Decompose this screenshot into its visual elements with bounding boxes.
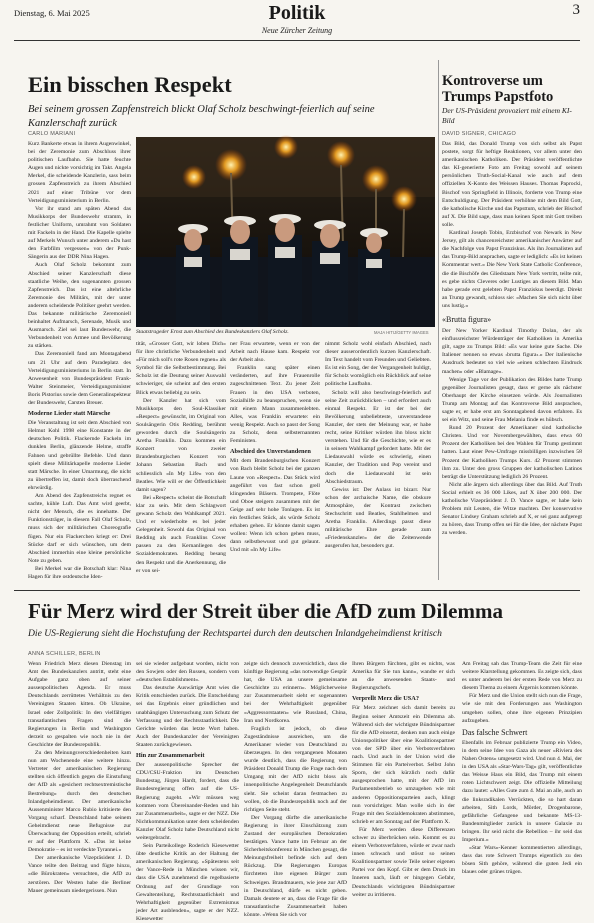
second-headline: Für Merz wird der Streit über die AfD zum Dilemma — [28, 599, 503, 623]
paragraph: Ihren Bürgern fürchten, gibt es nichts, was Amerika für Sie tun kann», wandte er sich an die anwesenden Staats- und Regierungschefs. — [352, 661, 455, 692]
lead-col1-text — [28, 140, 131, 407]
second-col2-text — [136, 660, 239, 749]
section-title: Politik — [268, 2, 326, 24]
second-column-2 — [136, 660, 239, 922]
paragraph: Scholz will also beschwingt-feierlich auf seine Zeit zurückblicken – und erfordert auch einmal Respekt. Er ist der bei der Bevölkerung unbeliebteste, unverstandene Kanzler, der stets der Meinung war, er habe recht, seine Kritiker würden ihn bloss nicht verstehen. Und für die Geschichte, wie er es in seinem Wahlkampf gefordert hatte. Mit der Liedauswahl würde es schwierig, einen Kanzler, der Tradition und Pop vereint und doch die Liedauswahl ist sein Abschiedstraum. — [325, 389, 431, 485]
page-number: 3 — [572, 2, 580, 18]
paragraph: Der amerikanische Vizepräsident J. D. Vance teilte den Beitrag und fügte hinzu, «die Bürokraten» versuchten, die AfD zu zerstören. Der Westen habe die Berliner Mauer gemeinsam niedergerissen. Nun — [28, 855, 131, 894]
sidebar-author: DAVID SIGNER, CHICAGO — [442, 131, 517, 137]
paragraph: Franklin sang später einen veränderten, auf ihre Frauenrolle zugeschnittenen Text. Zu jener Zeit Frauen in den USA verboten, Sozialhilfe zu beanspruchen, wenn sie mit einem Mann zusammenlebten. Alles, was Franklin erwartete: ein wenig Respekt. Auch so passt der Song zu Scholz, denn selbsternannten Feministen. — [230, 365, 320, 445]
sidebar-subline: Der US-Präsident provoziert mit einem KI-Bild — [442, 106, 572, 125]
lead-headline: Ein bisschen Respekt — [28, 72, 232, 97]
second-col5-text — [462, 660, 582, 725]
sidebar-text-2 — [442, 327, 582, 537]
paragraph: Am Abend des Zapfenstreichs regnet es sachte, kühle Luft. Das Amt wird geerbt, nicht der Mensch, die es innehatte. Der Funktionsträger, in diesem Fall Olaf Scholz, muss sich der militärischen Choreografie fügen. Nur ein Flackerchen kriegt er: Drei Stücke darf er sich wünschen, um dem Abschied immerhin eine kleine persönliche Note zu geben. — [28, 493, 131, 564]
second-column-1 — [28, 660, 131, 894]
second-author: ANNA SCHILLER, BERLIN — [28, 651, 101, 657]
lead-col3-subheading: Abschied des Unverstandenen — [230, 448, 311, 456]
second-article-rule — [14, 590, 580, 591]
paragraph: Für Merz und die Union stellt sich nun die Frage, wie sie mit den Forderungen aus Washington umgehen sollen, ohne ihre eigenen Prinzipien aufzugeben. — [462, 693, 582, 724]
paragraph: Nicht alle ärgern sich allerdings über das Bild. Auf Truth Social erhielt es 36 000 Likes, auf X über 200 000. Der katholische Vizepräsident J. D. Vance sagte, er habe kein Problem mit Leuten, die Witze machten. Der konservative Senator Lindsey Graham schrieb auf X, er sei ganz aufgeregt zu hören, dass Trump offen sei für die Idee, der nächste Papst zu werden. — [442, 481, 582, 537]
lead-column-2 — [136, 340, 226, 580]
lead-col4-text — [325, 340, 431, 550]
paragraph: Für Merz werden diese Differenzen schwer zu überbrücken sein. Kommt es zu einem Verbotsverfahren, würde er zwar nach innen schwach und stösst so seinen Koalitionspartner sowie Teile seiner eigenen Partei vor den Kopf. Gibt er dem Druck im Inneren nach, läuft er hingegen Gefahr, Deutschlands wichtigsten Bündnispartner weiter zu irritieren. — [352, 826, 455, 898]
paragraph: Das deutsche Auswärtige Amt wies die Kritik entschieden zurück. Die Entscheidung sei das Ergebnis einer gründlichen und unabhängigen Untersuchung zum Schutz der Verfassung und der Rechtsstaatlichkeit. Die Gerichte würden das letzte Wort haben. Auch der Bundeskanzler der Vereinigten Staaten zurückgewiesen. — [136, 685, 239, 748]
lead-photo — [136, 137, 435, 327]
sidebar-subheading: «Brutta figura» — [442, 314, 492, 324]
paragraph: Der Kanzler hat sich vom Musikkorps den Soul-Klassiker «Respect» gewünscht, im Original von Soulsängerin Otis Redding, berühmt geworden durch die Soulsängerin Aretha Franklin. Dazu kommen ein Konzert von zweier Brandenburgischen Konzert von Johann Sebastian Bach und schliesslich «In My Life» von den Beatles. Wie will er der Öffentlichkeit damit sagen? — [136, 397, 226, 493]
paragraph: Kurz Bankerte etwas in ihrem Augenwinkel, bei der Zeremonie zum Abschluss ihrer politischen Laufbahn. Sie hatte feuchte Augen und nickte vorsichtig im Takt. Angela Merkel, die scheidende Kanzlerin, sass beim grossen Zapfenstreich zu ihrem Abschied 2021 auf einer Tribüne vor dem Verteidigungsministerium in Berlin. — [28, 141, 131, 204]
second-column-5 — [462, 660, 582, 876]
second-col1-text — [28, 660, 131, 895]
sidebar-headline: Kontroverse um Trumps Papstfoto — [442, 73, 554, 105]
sidebar-rule — [438, 60, 439, 580]
paragraph: Am Freitag sah das Trump-Team die Zeit für eine weitere Klarstellung gekommen. Es zeigte sich, dass es unter anderem bei der ersten Rede von Merz zu diesem Thema zu einem Ärgernis kommen könnte. — [462, 661, 582, 692]
lead-column-3 — [230, 340, 320, 580]
paragraph: zeigte sich dennoch zuversichtlich, dass die künftige Regierung «das notwendige Gespür hat, die USA an unsere gemeinsame Geschichte zu erinnern». Möglicherweise zur Zusammenarbeit sieht er sogenannten bei der Wehrhaftigkeit gegenüber «Aggressorstaaten» wie Russland, China, Iran und Nordkorea. — [244, 661, 347, 724]
sidebar-text — [442, 140, 582, 310]
header-rule — [14, 40, 580, 41]
lead-column-4 — [325, 340, 431, 580]
lead-column-1 — [28, 140, 131, 580]
paragraph: Sein Parteikollege Roderich Kiesewetter übte deutliche Kritik an der Haltung der amerikanischen Regierung. «Spätestens seit der Vance-Rede in München wissen wir, dass die USA zunehmend die regelbasierte Ordnung auf der Grundlage von Gewaltenteilung, Rechtsstaatlichkeit und Wehrhaftigkeit gegenüber Extremismus jeder Art ausblenden», sagte er der NZZ. Kiesewetter — [136, 843, 239, 922]
paragraph: Vor ihr stand am späten Abend das Musikkorps der Bundeswehr stramm, in festlicher Uniform, umrahmt von Soldaten mit Fackeln in der Hand. Die Kapelle spielte auf Merkels Wunsch unter anderem «Du hast den Farbfilm vergessen» von der Punk-Sängerin aus der DDR Nina Hagen. — [28, 205, 131, 261]
paragraph: Das Zeremoniell fand am Montagabend um 21 Uhr auf dem Paradeplatz des Verteidigungsministeriums in Berlin statt. In Anwesenheit von Bundespräsident Frank-Walter Steinmeier, Verteidigungsminister Boris Pistorius sowie dem Generalinspekteur der Bundeswehr, Carsten Breuer. — [28, 351, 131, 406]
lead-author: CARLO MARIANI — [28, 131, 76, 137]
soldiers-with-torches-image — [136, 137, 435, 327]
second-col4b-text — [352, 704, 455, 898]
paragraph: tität, «Grosser Gott, wir loben Dich» für ihre christliche Verbundenheit und «Für mich soll's rote Rosen regnen» als Symbol für die Selbstbestimmung. Bei Scholz ist die Deutung seiner Auswahl schwieriger, sie scheint auf den ersten Blick etwas beliebig zu sein. — [136, 341, 226, 396]
paragraph: Der New Yorker Kardinal Timothy Dolan, der als einflussreichster Würdenträger der Katholiken in Amerika gilt, sagte zu Trumps Bild: «Es war keine gute Sache. Die Italiener nennen so etwas ‹brutta figura›.» Der italienische Ausdruck bedeutet so viel wie «einen schlechten Eindruck machen» oder «Blamage». — [442, 328, 582, 375]
paragraph: Für Merz zeichnet sich damit bereits zu Beginn seiner Amtszeit ein Dilemma ab. Während sich der wichtigste Bündnispartner für die AfD einsetzt, denken nun auch einige Unionspolitiker über eine Koalitionspartner von der SPD über ein Verbotsverfahren nach. Und auch in der Union wird die Stimmen für ein Parteiverbot. Selbst John Sporn, der sich kürzlich noch dafür ausgesprochen hatte, mit der AfD im Parlamentsbetrieb so umzugehen wie mit anderen Oppositionsparteien auch, klingt nun vorsichtiger. Man wolle sich in der Frage mit den Sozialdemokraten abstimmen, schrieb er am Sonntag auf der Plattform X. — [352, 705, 455, 825]
lead-photo-caption: Staatstrageder Ernst zum Abschied des Bundeskanzlers Olaf Scholz. — [136, 329, 289, 335]
paragraph: sei sie wieder aufgebaut worden, nicht von den Sowjets oder den Russen, sondern vom «deutschen Establishment». — [136, 661, 239, 684]
second-col2b-text — [136, 761, 239, 923]
paragraph: Auch Olaf Scholz bekommt zum Abschied seiner Kanzlerschaft diese staatliche Weihe, den sogenannten grossen Zapfenstreich. Das ist eine altehrliche Zeremonie des Militärs, mit der unter anderem scheidende Politiker geehrt werden. Das bekannte militärische Zeremoniell beinhaltet Aufmarsch, Serenade, Musik und Ausmarsch. Ziel sei laut Bundeswehr, die Verbundenheit von Armee und Bevölkerung zu stärken. — [28, 262, 131, 350]
second-col4-subheading: Verprellt Merz die USA? — [352, 695, 419, 703]
paragraph: Wenige Tage vor der Publikation des Bildes hatte Trump gegenüber Journalisten gesagt, dass er gerne als nächster Oberhaupt der Kirche einsetzen würde. Als Journalisten Trump am Montag auf das Kontroverse Bild ansprachen, sagte er, er habe erst am Sonntagabend davon erfahren. Es sei ein Witz, und seine Frau Melania finde es hübsch. — [442, 376, 582, 424]
paragraph: Die Veranstaltung ist seit dem Abschied von Helmut Kohl 1998 eine Konstante in der deutschen Politik. Flackernde Fackeln im dunklen Berlin, glänzende Helme, straffe Fahnen und gebrüllte Befehle. Und dann spielt diese Militärkapelle moderne Lieder statt Märsche. In einer Umarmung, die nicht zu übertreffen ist, damit doch überraschend ehrwürdig. — [28, 420, 131, 491]
second-col5-subheading: Das falsche Schwert — [462, 727, 528, 737]
second-column-3 — [244, 660, 347, 918]
issue-date: Dienstag, 6. Mai 2025 — [14, 8, 90, 18]
lead-col1b-text — [28, 419, 131, 581]
paragraph: Der aussenpolitische Sprecher der CDU/CSU-Fraktion im Deutschen Bundestag, Jürgen Hardt, fordert, dass die Bundesregierung offen auf die US-Regierung zugeht. «Wir müssen weg kommen vom Übereinander-Reden und hin zur Zusammenarbeit», sagte er der NZZ. Die Nichtkommunikation unter dem scheidenden Kanzler Olaf Scholz habe Deutschland nicht weitergebracht. — [136, 762, 239, 841]
second-column-4 — [352, 660, 455, 898]
lead-col3-text — [230, 340, 320, 445]
second-col3-text — [244, 660, 347, 919]
second-col2-subheading: Hin zur Zusammenarbeit — [136, 752, 205, 760]
paragraph: Ebenfalls im Februar publizierte Trump ein Video, in dem seine Idee von Gaza als neuer «Riviera des Nahen Ostens» umgesetzt wird. Und nun 4. Mai, der in den USA als «Star-Wars-Tag» gilt, veröffentlichte das Weisse Haus ein Bild, das Trump mit einem roten Lichtschwert zeigt. Die offizielle Mitteilung dazu lautet: «Alles Gute zum 4. Mai an alle, auch an die linksradikalen Verrückten, die so hart daran arbeiten, Sith Lords, Mörder, Drogenbarone, gefährliche Gefangene und bekannte MS-13-Bandenmitglieder zurück in unsere Galaxie zu bringen. Ihr seid nicht die Rebellion – ihr seid das Imperium.» — [462, 739, 582, 843]
second-col5b-text — [462, 739, 582, 877]
paragraph: Zu den Meinungsverschiedenheiten kam nun am Wochenende eine weitere hinzu. Vertreter der amerikanischen Regierung stellten sich öffentlich gegen die Einstufung der AfD als «gesichert rechtsextremistische Bestrebung» durch den deutschen Inlandgeheimdienst. Der amerikanische Aussenminister Marco Rubio kritisierte den Vorgang scharf. Deutschland habe seinem Geheimdienst neue Befugnisse zur Überwachung der Opposition erteilt, schrieb er auf der Plattform X. «Das ist keine Demokratie – es ist verdeckte Tyrannei.» — [28, 750, 131, 854]
lead-col3b-text — [230, 457, 320, 554]
paragraph: ner Frau erwartete, wenn er von der Arbeit nach Hause kam. Respekt vor der Arbeit also. — [230, 341, 320, 364]
lead-col2-text — [136, 340, 226, 575]
paragraph: Das Bild, das Donald Trump von sich selbst als Papst postete, sorgt für heftige Reaktionen, vor allem unter den amerikanischen Katholiken. Der Präsident veröffentlichte das KI-generierte Foto am Freitag sowohl auf seinem persönlichen Truth-Social-Kanal wie auch auf dem offiziellen X-Konto des Weissen Hauses. Thomas Paprocki, Bischof von Springfield in Illinois, forderte von Trump eine Entschuldigung. Der Präsident verhöhne mit dem Bild Gott, die katholische Kirche und das Papsttum, schrieb der Bischof auf X. Die Bild sage, dass man keinen Spott mit Gott treiben solle. — [442, 141, 582, 228]
paragraph: Kardinal Joseph Tobin, Erzbischof von Newark in New Jersey, gilt als chancenreichster amerikanischer Anwärter auf die Nachfolge von Papst Franziskus. Als ihn Journalisten auf das Trump-Bild ansprachen, sagte er lediglich: «Es ist keinen Kommentar wert.» Die New York State Catholic Conference, die die Bischöfe des Gliedstaats New York vertritt, teilte mit, es gebe nichts Cleveres oder Lustiges an diesem Bild. Man habe gerade erst gelebten Papst Franziskus beerdigt. Direkt an Trump gewandt, schloss sie: «Machen Sie sich nicht über uns lustig.» — [442, 230, 582, 309]
paragraph: nimmt Scholz wohl einfach Abschied, nach dieser ausserordentlich kurzen Kanzlerschaft. Im Text handelt vom Freunden und Geliebten. Es ist ein Song, der der Vergangenheit huldigt, für Scholz womöglich ein Rückblick auf seine politische Laufbahn. — [325, 341, 431, 388]
second-subline: Die US-Regierung sieht die Hochstufung der Rechtspartei durch den deutschen Inlandgeheimdienst kritisch — [28, 628, 442, 639]
lead-photo-credit: MAJA HITIJ/GETTY IMAGES — [374, 330, 429, 335]
paragraph: Der Vorgang dürfte die amerikanische Regierung in ihrer Einschätzung zum Zustand der europäischen Demokratien bestätigen. Vance hatte im Februar an der Sicherheitskonferenz in München gesagt, die Meinungsfreiheit befinde sich auf dem Rückzug. Die Regierungen Europas fürchteten ihre eigenen Bürger zum Schweigen. Brandmauern, wie jene zur AfD in Deutschland, dürfe es nicht geben. Damals deutete er an, dass die Frage für die transatlantische Zusammenarbeit haben könnte. «Wenn Sie sich vor — [244, 814, 347, 918]
paragraph: Fraglich ist jedoch, ob diese Zugeständnisse ausreichen, um die Amerikaner wieder von Deutschland zu überzeugen. In den vergangenen Monaten wurde deutlich, dass die Regierung von Präsident Donald Trump die Frage nach dem Umgang mit der AfD nicht bloss als innenpolitische Angelegenheit Deutschlands sieht. Sie scheint daran festmachen zu wollen, ob die Bundesrepublik noch auf der richtigen Seite steht. — [244, 725, 347, 813]
sidebar-column — [442, 140, 582, 580]
lead-col1-subheading: Moderne Lieder statt Märsche — [28, 410, 111, 418]
paragraph: Bei Merkel war die Botschaft klar: Nina Hagen für ihre ostdeutsche Iden- — [28, 565, 131, 580]
lead-subline: Bei seinem grossen Zapfenstreich blickt Olaf Scholz beschwingt-feierlich auf seine Kanzlerschaft zurück — [28, 104, 375, 129]
paragraph: Gewiss ist: Der Anlass ist bizarr. Nur schon der archaische Name, die obskure Atmosphäre, der Kontrast zwischen Stechschritt und Beatles, Stahlhelmen und Aretha Franklin. Allerdings passt diese militärische Ehre gerade zum «Friedenskanzler» der die Zeitenwende ausgerufen hat, besonders gut. — [325, 486, 431, 550]
paragraph: Wenn Friedrich Merz diesen Dienstag im Amt des Bundeskanzlers antritt, steht eine Aufgabe ganz oben auf seiner aussenpolitischen Agenda. Er muss Deutschlands zerrüttetes Verhältnis zu den Vereinigten Staaten kitten. Ob Ukraine, Israel oder Zollpolitik: In den vielfältigen transatlantischen Fragen sind die Regierungen in Berlin und Washington derzeit so gespalten wie noch nie in der Geschichte der Bundesrepublik. — [28, 661, 131, 748]
newspaper-name: Neue Zürcher Zeitung — [261, 26, 333, 35]
paragraph: Mit dem Brandenburgischen Konzert von Bach bleibt Scholz bei der ganzen Laune von «Respect». Das Stück wird angeführt von fast schon grell klingenden Bläsern. Trompete, Flöte und Oboe steigern zusammen mit der Geige auf sehr hohe Tonlagen. Es ist ein festliches Stück, als würde Scholz erhaben gehen. Er könnte damit sagen wollen: Wenn ich schon gehen muss, dann selbstbewusst und gut gelaunt. Und mit «In My Life» — [230, 458, 320, 554]
second-col4-text — [352, 660, 455, 692]
paragraph: Bei «Respect» scheint die Botschaft klar zu sein. Mit dem Schlagwort gewann Scholz den Wahlkampf 2021. Und er wiederholte es bei jeder Gelegenheit. Sowohl das Original von Redding als auch Franklins Cover passen zu den Kernanliegen des Sozialdemokraten. Redding besang den Respekt und die Anerkennung, die er von sei- — [136, 494, 226, 574]
paragraph: Rund 20 Prozent der Amerikaner sind katholische Christen. Und vor Novembergewählten, dass etwa 60 Prozent der Katholiken bei den Wahlen für Trump gestimmt hatten. Laut einer Pew-Umfrage missbilligen inzwischen 58 Prozent der Katholiken Trumps Kurs. 42 Prozent stimmen ihm zu. Unter den gross Gruppen der katholischen Latinos beträgt die Unterstützung lediglich 26 Prozent. — [442, 425, 582, 480]
paragraph: «Star Wars»-Kenner kommentierten allerdings, dass das rote Schwert Trumps eigentlich zu den bösen Sith gehöre, während die guten Jedi ein blaues oder grünes trügen. — [462, 845, 582, 876]
